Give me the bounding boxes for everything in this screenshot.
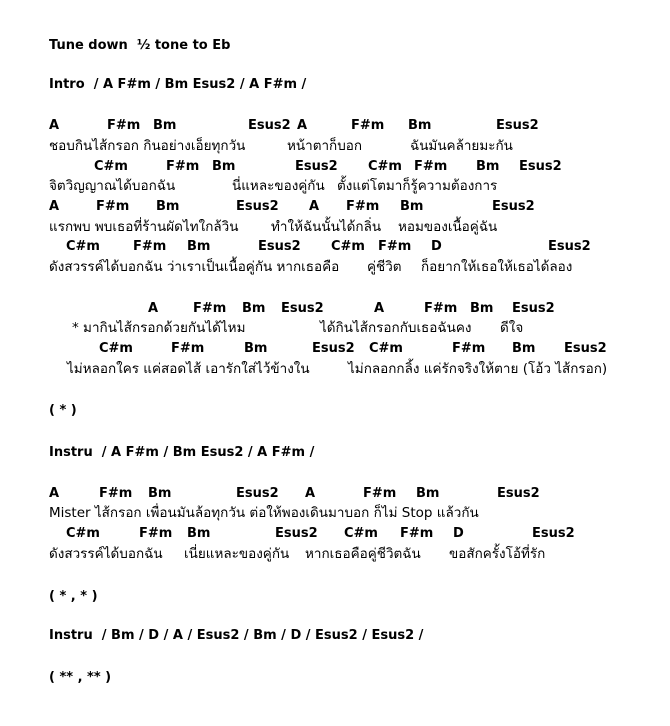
chord: Bm — [242, 301, 266, 316]
chord: A — [374, 301, 385, 316]
lyric-segment: นี่แหละของคู่กัน — [232, 178, 325, 194]
lyric-segment: ดังสวรรค์ได้บอกฉัน ว่าเราเป็นเนื้อคู่กัน หากเธอคือ — [49, 259, 340, 275]
chord: F#m — [363, 486, 397, 501]
chord: Esus2 — [492, 199, 535, 214]
repeat-marker-3: ( ** , ** ) — [49, 670, 112, 685]
chord: Esus2 — [258, 239, 301, 254]
chord: F#m — [139, 526, 173, 541]
chord: F#m — [346, 199, 380, 214]
instru-line-2: Instru / Bm / D / A / Esus2 / Bm / D / Esus2 / Esus2 / — [49, 628, 424, 643]
chord: C#m — [368, 159, 402, 174]
chord: D — [453, 526, 464, 541]
chord: A — [148, 301, 159, 316]
chord: Bm — [416, 486, 440, 501]
verse1-lyrics-1 — [0, 138, 670, 154]
chord: D — [431, 239, 442, 254]
verse2-lyrics-1 — [0, 505, 670, 521]
chord: Bm — [187, 526, 211, 541]
verse1-chords-1 — [0, 118, 670, 134]
chorus-chords-1 — [0, 301, 670, 317]
lyric-segment: แรกพบ พบเธอที่ร้านผัดไทใกล้วิน — [49, 219, 239, 235]
chord: F#m — [96, 199, 130, 214]
chord: Bm — [153, 118, 177, 133]
tuning-note: Tune down ½ tone to Eb — [49, 38, 231, 53]
chord: C#m — [66, 526, 100, 541]
lyric-segment: ชอบกินไส้กรอก กินอย่างเอ็ยทุกวัน — [49, 138, 246, 154]
chord: A — [49, 199, 60, 214]
chord: F#m — [107, 118, 141, 133]
chord: C#m — [66, 239, 100, 254]
chord: Bm — [470, 301, 494, 316]
chorus-chords-2 — [0, 341, 670, 357]
chord: A — [305, 486, 316, 501]
chord: C#m — [344, 526, 378, 541]
verse1-lyrics-2 — [0, 178, 670, 194]
chord: Esus2 — [236, 199, 279, 214]
chord: Bm — [187, 239, 211, 254]
verse1-chords-4 — [0, 239, 670, 255]
lyric-segment: หอมของเนื้อคู่ฉัน — [398, 219, 498, 235]
chord: C#m — [94, 159, 128, 174]
chord: Esus2 — [312, 341, 355, 356]
chord: Esus2 — [512, 301, 555, 316]
chord: Bm — [148, 486, 172, 501]
chord: Esus2 — [281, 301, 324, 316]
chord: Bm — [408, 118, 432, 133]
chord: Bm — [400, 199, 424, 214]
chord: A — [49, 486, 60, 501]
chord: F#m — [400, 526, 434, 541]
chord: F#m — [351, 118, 385, 133]
lyric-segment: ไม่หลอกใคร แค่สอดไส้ เอารักใส่ไว้ข้างใน — [67, 361, 310, 377]
chord: C#m — [369, 341, 403, 356]
chord: Esus2 — [295, 159, 338, 174]
chord: F#m — [99, 486, 133, 501]
lyric-segment: จิตวิญญาณได้บอกฉัน — [49, 178, 176, 194]
chord: Esus2 — [532, 526, 575, 541]
lyric-segment: เนี่ยแหละของคู่กัน — [184, 546, 290, 562]
chord: F#m — [452, 341, 486, 356]
chord: F#m — [166, 159, 200, 174]
verse2-lyrics-2 — [0, 546, 670, 562]
chorus-lyrics-2 — [0, 361, 670, 377]
chord: F#m — [414, 159, 448, 174]
chord: Esus2 — [275, 526, 318, 541]
chord: A — [309, 199, 320, 214]
chord: A — [49, 118, 60, 133]
lyric-segment: ได้กินไส้กรอกกับเธอฉันคง — [320, 320, 472, 336]
lyric-segment: ตั้งแต่โตมาก็รู้ความต้องการ — [337, 178, 498, 194]
verse2-chords-1 — [0, 486, 670, 502]
chord: Bm — [512, 341, 536, 356]
chord: C#m — [99, 341, 133, 356]
lyric-segment: ฉันมันคล้ายมะกัน — [410, 138, 513, 154]
lyric-segment: ไม่กลอกกลิ้ง แค่รักจริงให้ตาย (โอ้ว ไส้กรอก) — [348, 361, 608, 377]
chord: Esus2 — [497, 486, 540, 501]
lyric-segment: ดีใจ — [500, 320, 524, 336]
lyric-segment: หน้าตาก็บอก — [287, 138, 363, 154]
verse1-chords-3 — [0, 199, 670, 215]
chord: Esus2 — [496, 118, 539, 133]
chord: Bm — [244, 341, 268, 356]
chord: F#m — [171, 341, 205, 356]
lyric-segment: ทำให้ฉันนั้นได้กลิ่น — [271, 219, 382, 235]
chord: Esus2 — [548, 239, 591, 254]
chord: F#m — [424, 301, 458, 316]
intro-line: Intro / A F#m / Bm Esus2 / A F#m / — [49, 77, 307, 92]
lyric-segment: ดังสวรรค์ได้บอกฉัน — [49, 546, 163, 562]
chord: Bm — [212, 159, 236, 174]
chord: F#m — [193, 301, 227, 316]
verse1-lyrics-3 — [0, 219, 670, 235]
chord: Esus2 — [564, 341, 607, 356]
chord: Bm — [476, 159, 500, 174]
verse1-chords-2 — [0, 159, 670, 175]
chord: C#m — [331, 239, 365, 254]
lyric-segment: หากเธอคือคู่ชีวิตฉัน — [305, 546, 421, 562]
chord: Bm — [156, 199, 180, 214]
verse2-chords-2 — [0, 526, 670, 542]
repeat-marker-1: ( * ) — [49, 403, 77, 418]
chord: F#m — [133, 239, 167, 254]
chord: A — [297, 118, 308, 133]
lyric-segment: ขอสักครั้งโอ้ที่รัก — [449, 546, 546, 562]
verse1-lyrics-4 — [0, 259, 670, 275]
chord: F#m — [378, 239, 412, 254]
lyric-segment: Mister ไส้กรอก เพื่อนมันล้อทุกวัน ต่อให้พองเดินมาบอก ก็ไม่ Stop แล้วกัน — [49, 505, 479, 521]
instru-line-1: Instru / A F#m / Bm Esus2 / A F#m / — [49, 445, 315, 460]
lyric-segment: * มากินไส้กรอกด้วยกันได้ไหม — [72, 320, 246, 336]
chord: Esus2 — [236, 486, 279, 501]
repeat-marker-2: ( * , * ) — [49, 589, 98, 604]
lyric-segment: คู่ชีวิต — [367, 259, 402, 275]
chorus-lyrics-1 — [0, 320, 670, 336]
chord: Esus2 — [248, 118, 291, 133]
chord: Esus2 — [519, 159, 562, 174]
lyric-segment: ก็อยากให้เธอให้เธอได้ลอง — [421, 259, 573, 275]
